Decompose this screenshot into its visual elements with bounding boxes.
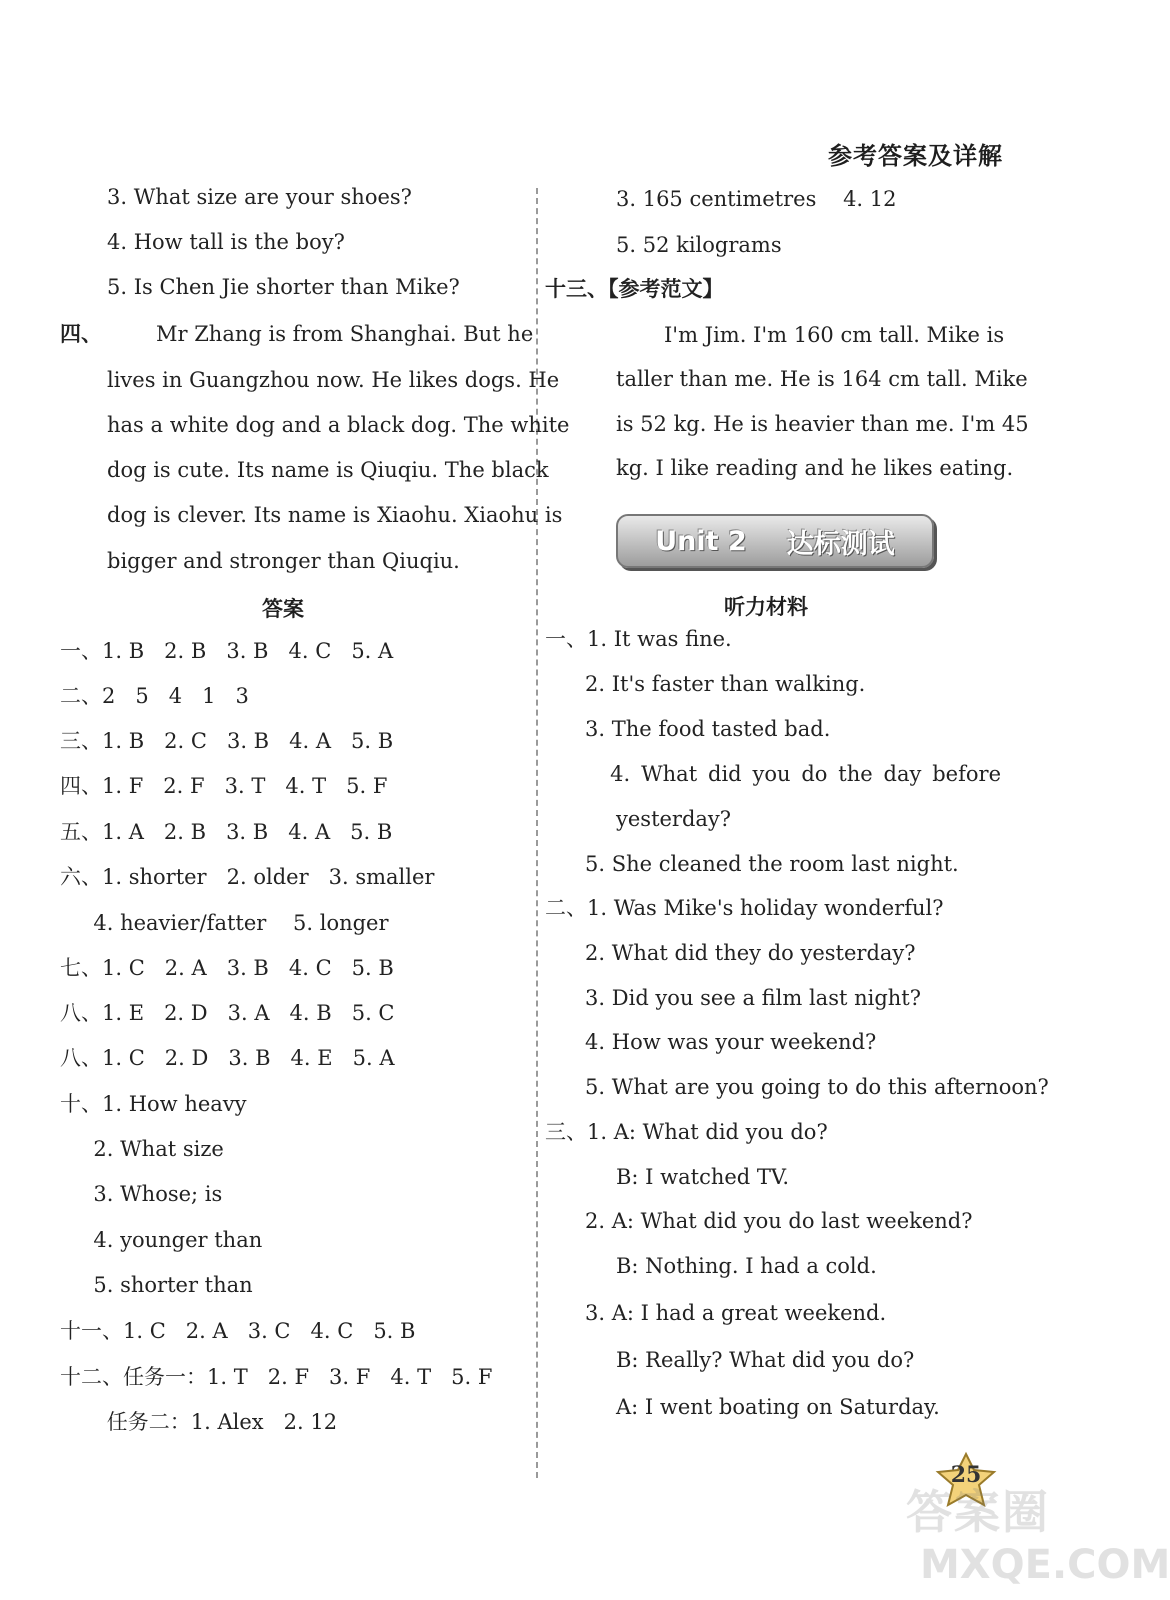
- answer-line: 十二、任务一：1. T 2. F 3. F 4. T 5. F: [60, 1365, 493, 1389]
- answer-line: 二、2 5 4 1 3: [60, 684, 249, 708]
- listening-line: yesterday?: [616, 807, 732, 831]
- passage-line: dog is clever. Its name is Xiaohu. Xiaohu is: [107, 503, 563, 527]
- watermark-logo: 答案圈: [906, 1485, 1050, 1539]
- passage-line: bigger and stronger than Qiuqiu.: [107, 549, 460, 573]
- answer-line: 5. 52 kilograms: [616, 233, 782, 257]
- page-number: 25: [950, 1462, 982, 1488]
- question-line: 5. Is Chen Jie shorter than Mike?: [107, 275, 460, 299]
- listening-line: 2. A: What did you do last weekend?: [545, 1209, 973, 1233]
- listening-line: 3. The food tasted bad.: [545, 717, 831, 741]
- essay-line: I'm Jim. I'm 160 cm tall. Mike is: [664, 323, 1005, 347]
- answer-line: 4. heavier/fatter 5. longer: [60, 911, 389, 935]
- answer-line: 5. shorter than: [60, 1273, 253, 1297]
- section-marker: 四、: [60, 322, 102, 346]
- answer-line: 十、1. How heavy: [60, 1092, 247, 1116]
- answer-line: 六、1. shorter 2. older 3. smaller: [60, 865, 435, 889]
- listening-line: B: Nothing. I had a cold.: [616, 1254, 877, 1278]
- answer-line: 任务二：1. Alex 2. 12: [60, 1410, 338, 1434]
- answer-line: 八、1. E 2. D 3. A 4. B 5. C: [60, 1001, 395, 1025]
- unit-banner: [616, 514, 934, 568]
- answer-line: 七、1. C 2. A 3. B 4. C 5. B: [60, 956, 394, 980]
- answer-line: 4. younger than: [60, 1228, 263, 1252]
- answer-line: 四、1. F 2. F 3. T 4. T 5. F: [60, 774, 388, 798]
- listening-line: 三、1. A: What did you do?: [545, 1120, 828, 1144]
- unit-banner-label: 达标测试: [786, 528, 895, 560]
- listening-line: B: Really? What did you do?: [616, 1348, 915, 1372]
- listening-line: 3. Did you see a film last night?: [545, 986, 921, 1010]
- page-header-title: 参考答案及详解: [828, 141, 1003, 170]
- listening-line: 二、1. Was Mike's holiday wonderful?: [545, 896, 944, 920]
- answer-line: 2. What size: [60, 1137, 224, 1161]
- essay-heading: 十三、【参考范文】: [545, 277, 724, 301]
- listening-line: 一、1. It was fine.: [545, 627, 732, 651]
- answer-line: 十一、1. C 2. A 3. C 4. C 5. B: [60, 1319, 416, 1343]
- question-line: 4. How tall is the boy?: [107, 230, 345, 254]
- listening-line: 4. How was your weekend?: [545, 1030, 877, 1054]
- passage-line: Mr Zhang is from Shanghai. But he: [156, 322, 534, 346]
- watermark-url: MXQE.COM: [920, 1542, 1170, 1588]
- listening-line: 2. It's faster than walking.: [545, 672, 866, 696]
- answer-line: 三、1. B 2. C 3. B 4. A 5. B: [60, 729, 394, 753]
- listening-line: B: I watched TV.: [616, 1165, 790, 1189]
- answer-line: 3. Whose; is: [60, 1182, 223, 1206]
- essay-line: is 52 kg. He is heavier than me. I'm 45: [616, 412, 1029, 436]
- answer-line: 3. 165 centimetres 4. 12: [616, 187, 897, 211]
- listening-line: 4. What did you do the day before: [545, 762, 1001, 786]
- listening-line: A: I went boating on Saturday.: [616, 1395, 940, 1419]
- listening-line: 5. She cleaned the room last night.: [545, 852, 959, 876]
- question-line: 3. What size are your shoes?: [107, 185, 412, 209]
- answer-line: 五、1. A 2. B 3. B 4. A 5. B: [60, 820, 393, 844]
- answer-line: 八、1. C 2. D 3. B 4. E 5. A: [60, 1046, 395, 1070]
- passage-line: has a white dog and a black dog. The white: [107, 413, 570, 437]
- listening-line: 3. A: I had a great weekend.: [545, 1301, 887, 1325]
- passage-line: dog is cute. Its name is Qiuqiu. The black: [107, 458, 549, 482]
- listening-title: 听力材料: [724, 595, 808, 619]
- answers-title: 答案: [262, 597, 304, 621]
- essay-line: kg. I like reading and he likes eating.: [616, 456, 1014, 480]
- answer-line: 一、1. B 2. B 3. B 4. C 5. A: [60, 639, 394, 663]
- passage-line: lives in Guangzhou now. He likes dogs. He: [107, 368, 560, 392]
- essay-line: taller than me. He is 164 cm tall. Mike: [616, 367, 1028, 391]
- unit-banner-unit: Unit 2: [655, 525, 747, 557]
- listening-line: 2. What did they do yesterday?: [545, 941, 916, 965]
- listening-line: 5. What are you going to do this afternoon?: [545, 1075, 1049, 1099]
